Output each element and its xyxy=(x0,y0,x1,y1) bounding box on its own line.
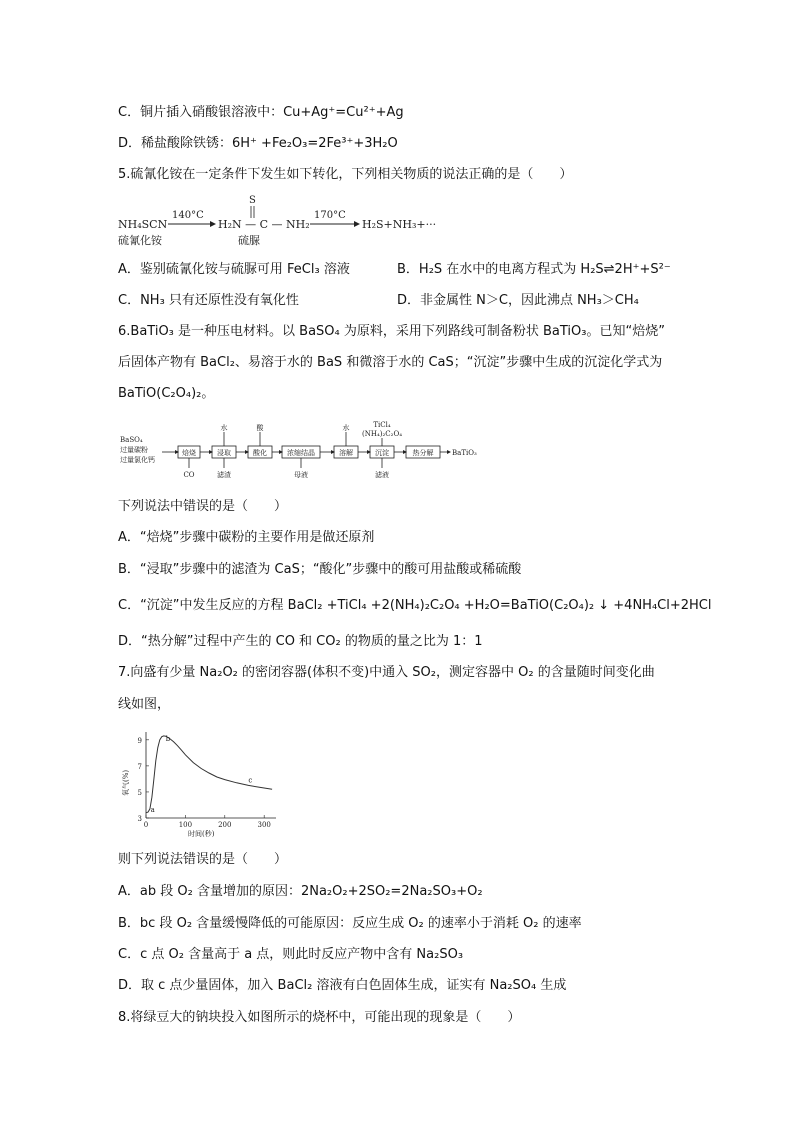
q7-stem-line1: 7.向盛有少量 Na₂O₂ 的密闭容器(体积不变)中通入 SO₂，测定容器中 O₂ 的含量随时间变化曲 xyxy=(118,665,655,680)
q4-option-d: D．稀盐酸除铁锈：6H⁺ +Fe₂O₃=2Fe³⁺+3H₂O xyxy=(118,136,398,151)
q5-option-a: A．鉴别硫氰化铵与硫脲可用 FeCl₃ 溶液 xyxy=(118,262,350,277)
input-water-1: 水 xyxy=(220,424,228,432)
q5-option-d: D．非金属性 N＞C，因此沸点 NH₃＞CH₄ xyxy=(397,293,639,308)
y-tick-label: 5 xyxy=(137,788,142,797)
step-leach: 浸取 xyxy=(217,449,231,457)
q5-option-c: C．NH₃ 只有还原性没有氧化性 xyxy=(118,293,299,308)
condition-1: 140°C xyxy=(172,210,204,221)
q6-stem-line1: 6.BaTiO₃ 是一种压电材料。以 BaSO₄ 为原料，采用下列路线可制备粉状 BaTiO₃。已知“焙烧” xyxy=(118,324,665,339)
series-line-o2 xyxy=(146,736,272,813)
x-tick-label: 100 xyxy=(178,821,193,829)
output-co: CO xyxy=(183,471,195,479)
step-crystallize: 浓缩结晶 xyxy=(287,449,315,457)
q7-option-c: C．c 点 O₂ 含量高于 a 点，则此时反应产物中含有 Na₂SO₃ xyxy=(118,947,464,962)
product-name: 硫脲 xyxy=(238,234,260,247)
q7-oxygen-chart xyxy=(118,726,288,838)
reactant-formula: NH₄SCN xyxy=(118,218,168,231)
x-tick-label: 200 xyxy=(218,821,232,829)
point-label-c: c xyxy=(248,776,253,785)
q7-option-d: D．取 c 点少量固体，加入 BaCl₂ 溶液有白色固体生成，证实有 Na₂SO₄ 生成 xyxy=(118,978,567,993)
step-dissolve: 溶解 xyxy=(339,449,353,457)
output-residue: 滤渣 xyxy=(217,471,231,479)
q6-option-a: A．“焙烧”步骤中碳粉的主要作用是做还原剂 xyxy=(118,530,375,545)
y-tick-label: 7 xyxy=(137,762,142,771)
reactant-name: 硫氰化铵 xyxy=(118,234,162,247)
x-tick-label: 300 xyxy=(257,821,271,829)
y-tick-label: 3 xyxy=(137,815,142,823)
output-filtrate: 滤液 xyxy=(375,471,389,479)
q6-stem-line2: 后固体产物有 BaCl₂、易溶于水的 BaS 和微溶于水的 CaS；“沉淀”步骤中生成的沉淀化学式为 xyxy=(118,355,663,370)
q7-question: 则下列说法错误的是（ ） xyxy=(118,852,288,867)
product-sulfur: S xyxy=(249,195,256,206)
x-tick-label: 0 xyxy=(143,821,149,829)
q6-option-b: B．“浸取”步骤中的滤渣为 CaS；“酸化”步骤中的酸可用盐酸或稀硫酸 xyxy=(118,562,522,577)
x-axis-label: 时间(秒) xyxy=(188,830,215,838)
y-axis-label: 氧气(%) xyxy=(122,769,130,796)
product-formula: H₂N — C — NH₂ xyxy=(218,218,310,231)
q5-option-b: B．H₂S 在水中的电离方程式为 H₂S⇌2H⁺+S²⁻ xyxy=(397,262,671,277)
point-label-a: a xyxy=(150,805,155,814)
q6-process-flowchart xyxy=(118,420,488,482)
step-precipitate: 沉淀 xyxy=(375,449,389,457)
q7-option-b: B．bc 段 O₂ 含量缓慢降低的可能原因：反应生成 O₂ 的速率小于消耗 O₂ 的速率 xyxy=(118,916,582,931)
final-products: H₂S+NH₃+··· xyxy=(362,218,437,231)
step-thermal-decomp: 热分解 xyxy=(412,449,434,457)
q4-option-c: C．铜片插入硝酸银溶液中：Cu+Ag⁺=Cu²⁺+Ag xyxy=(118,105,404,120)
q7-option-a: A．ab 段 O₂ 含量增加的原因：2Na₂O₂+2SO₂=2Na₂SO₃+O₂ xyxy=(118,884,483,899)
input-baso4: BaSO₄ xyxy=(120,436,143,444)
q7-stem-line2: 线如图， xyxy=(118,697,171,712)
q6-option-c: C．“沉淀”中发生反应的方程 BaCl₂ +TiCl₄ +2(NH₄)₂C₂O₄ +H₂O=BaTiO(C₂O₄)₂ ↓ +4NH₄Cl+2HCl xyxy=(118,598,712,613)
output-mother-liquor: 母液 xyxy=(294,471,308,479)
q5-stem: 5.硫氰化铵在一定条件下发生如下转化，下列相关物质的说法正确的是（ ） xyxy=(118,167,573,182)
input-acid: 酸 xyxy=(256,424,264,432)
input-carbon: 过量碳粉 xyxy=(120,446,148,454)
point-label-b: b xyxy=(165,734,171,743)
q6-question: 下列说法中错误的是（ ） xyxy=(118,499,288,514)
y-tick-label: 9 xyxy=(137,736,142,745)
input-water-2: 水 xyxy=(342,424,350,432)
input-cacl2: 过量氯化钙 xyxy=(120,456,155,464)
q6-option-d: D．“热分解”过程中产生的 CO 和 CO₂ 的物质的量之比为 1：1 xyxy=(118,634,483,649)
q5-reaction-scheme xyxy=(118,192,438,248)
q6-stem-line3: BaTiO(C₂O₄)₂。 xyxy=(118,386,215,401)
input-ticl4: TiCl₄ xyxy=(373,421,391,429)
q8-stem: 8.将绿豆大的钠块投入如图所示的烧杯中，可能出现的现象是（ ） xyxy=(118,1010,521,1025)
step-acidify: 酸化 xyxy=(253,449,267,457)
step-roast: 焙烧 xyxy=(182,449,196,457)
product-batio3: BaTiO₃ xyxy=(452,449,477,457)
condition-2: 170°C xyxy=(314,210,346,221)
input-oxalate: (NH₄)₂C₂O₄ xyxy=(361,430,403,438)
